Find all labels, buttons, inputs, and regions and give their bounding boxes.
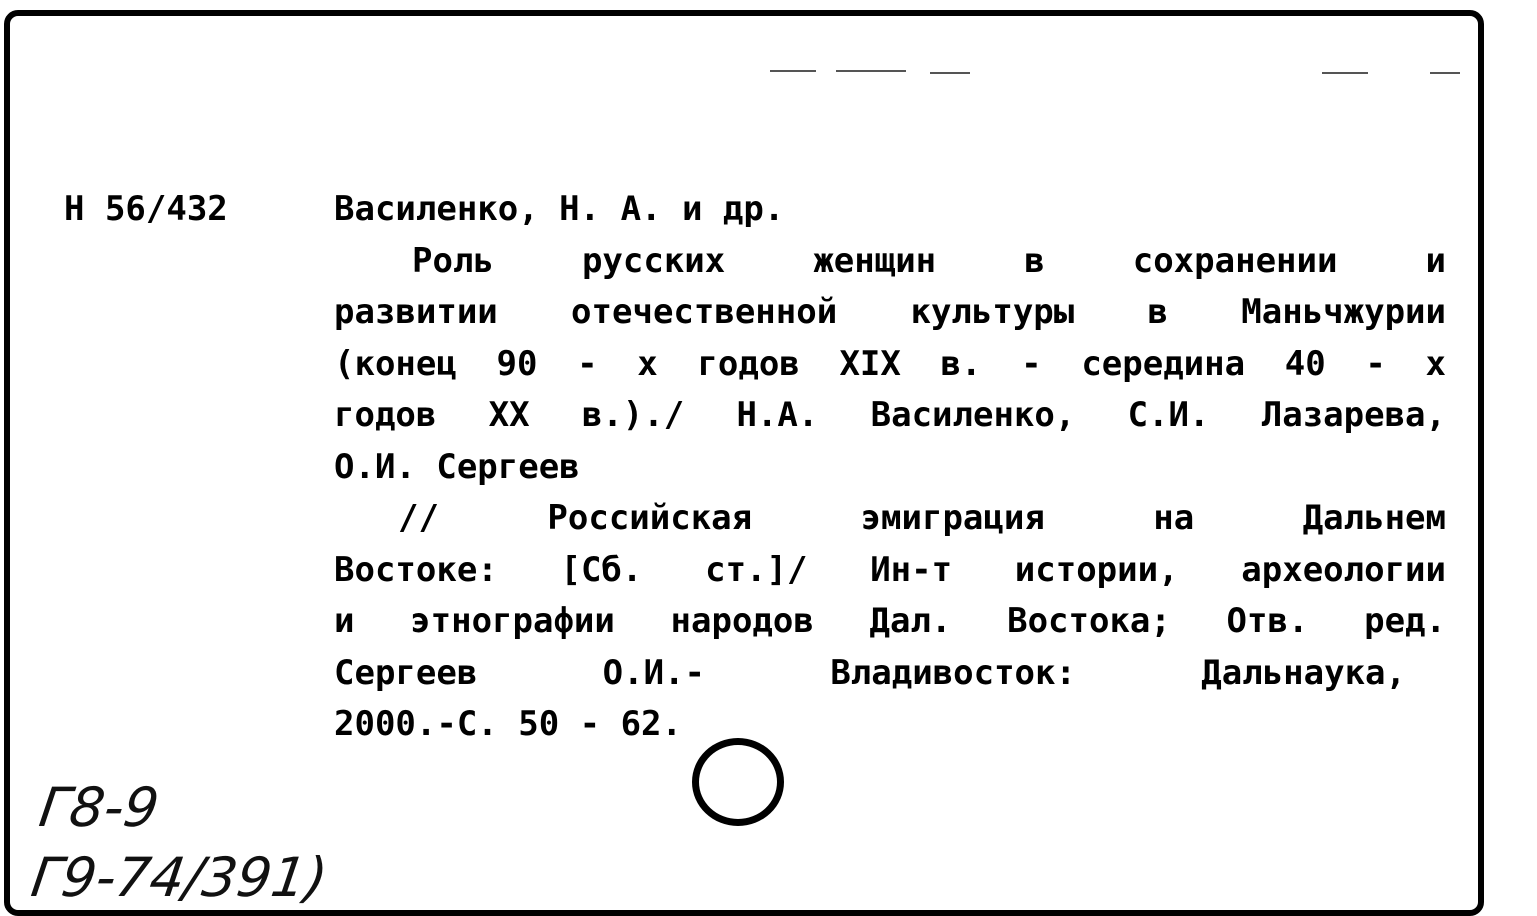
source-line: Сергеев О.И.- Владивосток: Дальнаука, (334, 652, 1406, 693)
source-line: 2000.-С. 50 - 62. (334, 704, 682, 744)
source-line: Востоке: [Сб. ст.]/ Ин-т истории, археологии (334, 549, 1446, 590)
shelfmark: Н 56/432 (64, 189, 228, 229)
title-line: О.И. Сергеев (334, 446, 580, 487)
punch-hole (692, 738, 784, 826)
title-line: (конец 90 - х годов XIX в. - середина 40 - х (334, 343, 1446, 384)
source-line: // Российская эмиграция на Дальнем (398, 498, 1446, 538)
bibliographic-record (334, 184, 1446, 751)
scan-mark (930, 72, 970, 74)
title-line: развитии отечественной культуры в Маньчжурии (334, 292, 1446, 332)
handwritten-note: Г9-74/391) (27, 846, 332, 909)
handwritten-note: Г8-9 (35, 776, 163, 839)
scan-mark (770, 70, 816, 72)
author-heading: Василенко, Н. А. и др. (334, 189, 785, 229)
catalog-card (4, 10, 1484, 916)
scan-mark (836, 70, 906, 72)
source-line: и этнографии народов Дал. Востока; Отв. ред. (334, 601, 1446, 641)
title-line: Роль русских женщин в сохранении и (412, 240, 1446, 281)
scan-mark (1322, 72, 1368, 74)
title-line: годов XX в.)./ Н.А. Василенко, С.И. Лазарева, (334, 395, 1446, 435)
scan-mark (1430, 72, 1460, 74)
